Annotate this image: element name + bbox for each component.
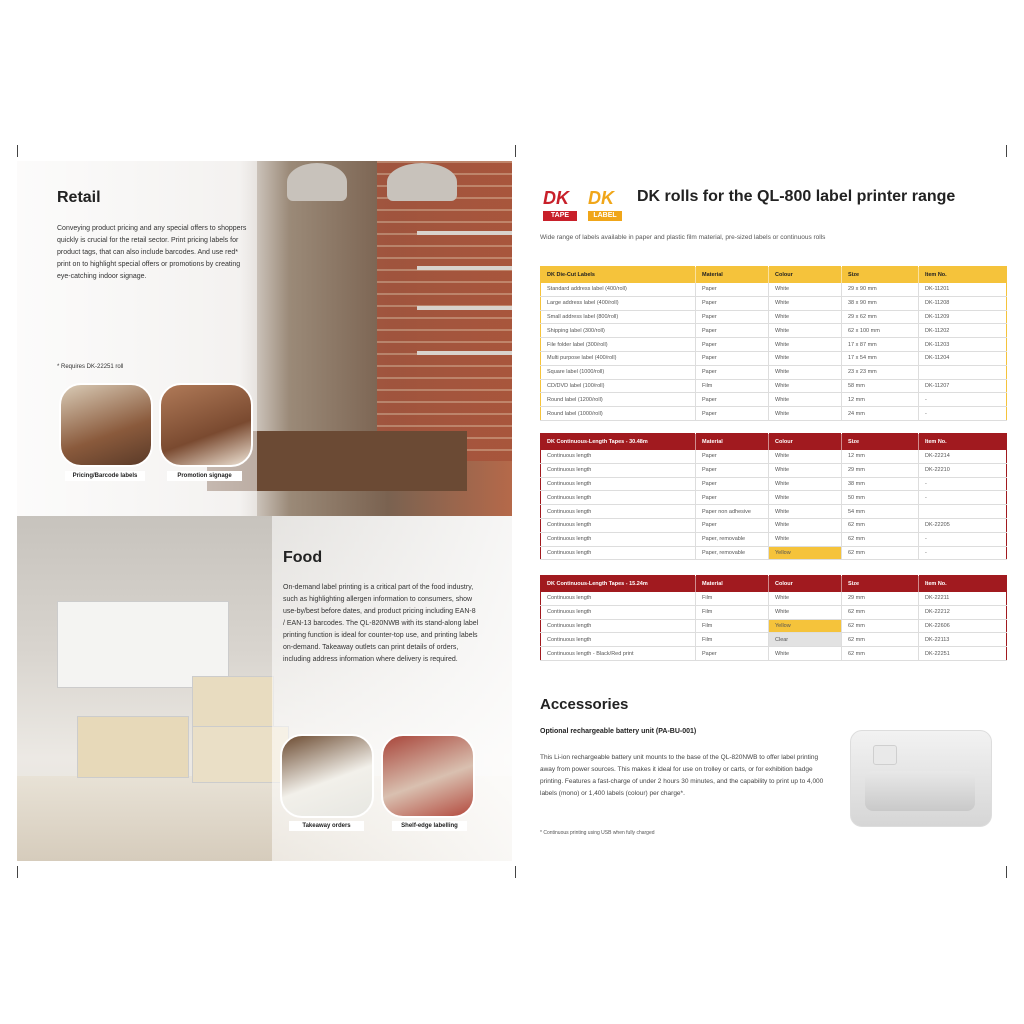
table-cell: Paper, removable — [696, 532, 769, 546]
table-cell: Continuous length — [541, 532, 696, 546]
table-cell: 38 mm — [842, 477, 919, 491]
table-cell: DK-22606 — [919, 619, 1007, 633]
table-cell: Film — [696, 592, 769, 605]
table-header: DK Die-Cut Labels — [541, 267, 696, 284]
crop-mark — [515, 145, 516, 157]
table-header: Size — [842, 434, 919, 451]
table-cell: Continuous length — [541, 491, 696, 505]
table-cell: White — [769, 351, 842, 365]
table-row — [541, 450, 1007, 463]
table-cell: Paper — [696, 393, 769, 407]
table-cell: DK-11201 — [919, 283, 1007, 296]
table-row — [541, 463, 1007, 477]
table-cell: White — [769, 393, 842, 407]
accessories-title: Accessories — [540, 696, 629, 713]
table-cell: 50 mm — [842, 491, 919, 505]
table-row — [541, 338, 1007, 352]
accessories-footnote: * Continuous printing using USB when fully charged — [540, 830, 655, 836]
table-cell: DK-22211 — [919, 592, 1007, 605]
table-cell: Paper — [696, 450, 769, 463]
table-cell: Film — [696, 605, 769, 619]
table-cell: 17 x 54 mm — [842, 351, 919, 365]
food-body: On-demand label printing is a critical part of the food industry, such as highlighting allergen information to consumers, show use-by/best before dates, and product pricing including EAN-8 / EAN-13 barcodes. The QL-820NWB with its stand-along label printing function is ideal for counter-top use, and printing labels on-demand. Takeaway outlets can print details of orders, including address information where delivery is required. — [283, 584, 479, 663]
table-cell: 29 x 90 mm — [842, 283, 919, 296]
table-cell: Yellow — [769, 619, 842, 633]
table-cell: Film — [696, 633, 769, 647]
table-cell: 62 mm — [842, 546, 919, 560]
table-cell: Paper — [696, 407, 769, 421]
table-header: Colour — [769, 576, 842, 593]
page-subtitle: Wide range of labels available in paper and plastic film material, pre-sized labels or continuous rolls — [540, 234, 826, 241]
table-cell: - — [919, 407, 1007, 421]
table-cell: White — [769, 505, 842, 519]
tape-badge: TAPE — [543, 211, 577, 221]
table-cell: White — [769, 532, 842, 546]
table-header: DK Continuous-Length Tapes - 30.48m — [541, 434, 696, 451]
table-cell: DK-11202 — [919, 324, 1007, 338]
table-row — [541, 324, 1007, 338]
table-cell: 29 mm — [842, 592, 919, 605]
table-row — [541, 518, 1007, 532]
label-badge: LABEL — [588, 211, 622, 221]
table-cell: 12 mm — [842, 450, 919, 463]
table-cell: White — [769, 592, 842, 605]
table-row — [541, 633, 1007, 647]
table-cell: DK-22210 — [919, 463, 1007, 477]
table-cell: 17 x 87 mm — [842, 338, 919, 352]
table-cell: Continuous length — [541, 477, 696, 491]
table-cell: White — [769, 605, 842, 619]
table-cell: Square label (1000/roll) — [541, 365, 696, 379]
table-cell: Continuous length — [541, 505, 696, 519]
table-cell: 29 x 62 mm — [842, 310, 919, 324]
crop-mark — [1006, 145, 1007, 157]
table-header: Size — [842, 267, 919, 284]
table-cell: White — [769, 338, 842, 352]
table-cell: DK-22205 — [919, 518, 1007, 532]
table-cell: 62 mm — [842, 647, 919, 661]
table-row — [541, 546, 1007, 560]
table-cell: White — [769, 647, 842, 661]
table-row — [541, 296, 1007, 310]
table-cell: Paper — [696, 324, 769, 338]
table-header: Item No. — [919, 576, 1007, 593]
table-row — [541, 647, 1007, 661]
food-container — [77, 716, 189, 778]
table-cell: 38 x 90 mm — [842, 296, 919, 310]
crop-mark — [17, 145, 18, 157]
table-cell: White — [769, 283, 842, 296]
table-cell: Continuous length — [541, 463, 696, 477]
table-cell: Film — [696, 379, 769, 393]
table-cell: Paper — [696, 491, 769, 505]
table-cell: 23 x 23 mm — [842, 365, 919, 379]
table-cell: 62 mm — [842, 605, 919, 619]
table-cell: DK-22212 — [919, 605, 1007, 619]
battery-unit-description: This Li-ion rechargeable battery unit mounts to the base of the QL-820NWB to offer label printing away from power sources. This makes it ideal for use on trolley or carts, or for exhibition badge printing. Features a fast-charge of under 2 hours 30 minutes, and the capability to print up to 4,000 labels (mono) or 1,400 labels (colour) per charge*. — [540, 754, 824, 797]
table-cell — [919, 505, 1007, 519]
retail-footnote: * Requires DK-22251 roll — [57, 364, 124, 370]
table-header: Colour — [769, 267, 842, 284]
table-cell: Paper — [696, 338, 769, 352]
table-row — [541, 592, 1007, 605]
table-cell: White — [769, 450, 842, 463]
table-header: Item No. — [919, 434, 1007, 451]
crop-mark — [17, 866, 18, 878]
dk-tape-logo: DK — [543, 188, 569, 208]
table-cell: - — [919, 491, 1007, 505]
shelf — [417, 351, 512, 355]
table-header: Size — [842, 576, 919, 593]
table-cell: DK-11208 — [919, 296, 1007, 310]
table-cell: 29 mm — [842, 463, 919, 477]
table-cell: Small address label (800/roll) — [541, 310, 696, 324]
table-cell: 62 x 100 mm — [842, 324, 919, 338]
table-cell: Continuous length - Black/Red print — [541, 647, 696, 661]
retail-title: Retail — [57, 189, 101, 206]
table-cell: Round label (1000/roll) — [541, 407, 696, 421]
table-cell: DK-11204 — [919, 351, 1007, 365]
battery-unit-title: Optional rechargeable battery unit (PA-BU-001) — [540, 728, 697, 735]
table-row — [541, 619, 1007, 633]
table-cell: White — [769, 463, 842, 477]
table-cell: Paper — [696, 463, 769, 477]
table-cell: Continuous length — [541, 633, 696, 647]
table-cell: DK-11207 — [919, 379, 1007, 393]
table-cell: DK-22214 — [919, 450, 1007, 463]
food-photo — [17, 516, 512, 861]
table-cell: White — [769, 310, 842, 324]
table-header: Colour — [769, 434, 842, 451]
table-cell: Paper non adhesive — [696, 505, 769, 519]
pendant-lamp — [387, 163, 457, 201]
table-cell: 62 mm — [842, 633, 919, 647]
table-cell: 12 mm — [842, 393, 919, 407]
table-cell: 62 mm — [842, 619, 919, 633]
table-row — [541, 532, 1007, 546]
shelf — [417, 306, 512, 310]
table-cell: - — [919, 546, 1007, 560]
table-cell: Continuous length — [541, 518, 696, 532]
table-header: Material — [696, 434, 769, 451]
table-cell — [919, 365, 1007, 379]
table-cell: White — [769, 477, 842, 491]
caption-promotion-signage: Promotion signage — [167, 471, 242, 481]
table-cell: - — [919, 532, 1007, 546]
caption-pricing-barcode: Pricing/Barcode labels — [65, 471, 145, 481]
table-cell: Paper — [696, 365, 769, 379]
battery-body — [865, 771, 975, 811]
table-row — [541, 379, 1007, 393]
table-header: Item No. — [919, 267, 1007, 284]
table-cell: Continuous length — [541, 592, 696, 605]
food-title: Food — [283, 549, 323, 566]
table-cell: DK-11203 — [919, 338, 1007, 352]
table-cell: White — [769, 407, 842, 421]
table-cell: 58 mm — [842, 379, 919, 393]
crop-mark — [1006, 866, 1007, 878]
table-cell: 62 mm — [842, 518, 919, 532]
table-cell: DK-22113 — [919, 633, 1007, 647]
table-cell: DK-11209 — [919, 310, 1007, 324]
table-cell: Clear — [769, 633, 842, 647]
caption-shelf-edge: Shelf-edge labelling — [392, 821, 467, 831]
table-cell: 54 mm — [842, 505, 919, 519]
table-cell: White — [769, 518, 842, 532]
table-cell: 24 mm — [842, 407, 919, 421]
left-page — [17, 161, 512, 861]
retail-body: Conveying product pricing and any special offers to shoppers quickly is crucial for the retail sector. Print pricing labels for product tags, that can also include barcodes. And use red* print on to highlight special offers or promotions by creating eye-catching indoor signage. — [57, 225, 247, 280]
brick-wall — [377, 161, 512, 461]
table-cell: White — [769, 379, 842, 393]
battery-connector — [873, 745, 897, 765]
table-cell: Standard address label (400/roll) — [541, 283, 696, 296]
promotion-signage-photo — [159, 383, 253, 467]
table-cell: Paper — [696, 477, 769, 491]
table-row — [541, 351, 1007, 365]
battery-unit-image — [850, 730, 992, 827]
table-cell: Paper — [696, 310, 769, 324]
table-cell: Round label (1200/roll) — [541, 393, 696, 407]
table-cell: White — [769, 296, 842, 310]
table-cell: - — [919, 477, 1007, 491]
table-cell: Large address label (400/roll) — [541, 296, 696, 310]
food-container — [57, 601, 229, 688]
table-cell: Continuous length — [541, 546, 696, 560]
continuous-tapes-15m-table — [540, 575, 1007, 661]
table-cell: White — [769, 324, 842, 338]
table-cell: Continuous length — [541, 450, 696, 463]
table-cell: CD/DVD label (100/roll) — [541, 379, 696, 393]
table-cell: File folder label (300/roll) — [541, 338, 696, 352]
table-row — [541, 605, 1007, 619]
table-cell: DK-22251 — [919, 647, 1007, 661]
food-container — [192, 676, 274, 733]
table-row — [541, 477, 1007, 491]
table-row — [541, 310, 1007, 324]
table-cell: Paper — [696, 351, 769, 365]
shelf-edge-photo — [381, 734, 475, 818]
table-cell: - — [919, 393, 1007, 407]
table-row — [541, 491, 1007, 505]
table-cell: Paper — [696, 518, 769, 532]
shelf — [417, 231, 512, 235]
continuous-tapes-30m-table — [540, 433, 1007, 560]
table-row — [541, 393, 1007, 407]
crop-mark — [515, 866, 516, 878]
table-row — [541, 505, 1007, 519]
table-row — [541, 407, 1007, 421]
table-cell: Multi purpose label (400/roll) — [541, 351, 696, 365]
table-cell: Paper — [696, 296, 769, 310]
table-cell: Film — [696, 619, 769, 633]
table-cell: Paper, removable — [696, 546, 769, 560]
caption-takeaway-orders: Takeaway orders — [289, 821, 364, 831]
table-header: DK Continuous-Length Tapes - 15.24m — [541, 576, 696, 593]
table-header: Material — [696, 267, 769, 284]
table-cell: White — [769, 365, 842, 379]
takeaway-orders-photo — [280, 734, 374, 818]
die-cut-labels-table — [540, 266, 1007, 421]
table-cell: White — [769, 491, 842, 505]
retail-photo — [17, 161, 512, 516]
table-cell: Yellow — [769, 546, 842, 560]
dk-label-logo: DK — [588, 188, 614, 208]
table-row — [541, 365, 1007, 379]
table-row — [541, 283, 1007, 296]
pendant-lamp — [287, 163, 347, 201]
table-cell: 62 mm — [842, 532, 919, 546]
table-cell: Continuous length — [541, 605, 696, 619]
table-cell: Shipping label (300/roll) — [541, 324, 696, 338]
table-header: Material — [696, 576, 769, 593]
table-cell: Paper — [696, 283, 769, 296]
pricing-barcode-photo — [59, 383, 153, 467]
shelf — [417, 266, 512, 270]
table-cell: Paper — [696, 647, 769, 661]
table-cell: Continuous length — [541, 619, 696, 633]
page-title: DK rolls for the QL-800 label printer range — [637, 188, 956, 205]
